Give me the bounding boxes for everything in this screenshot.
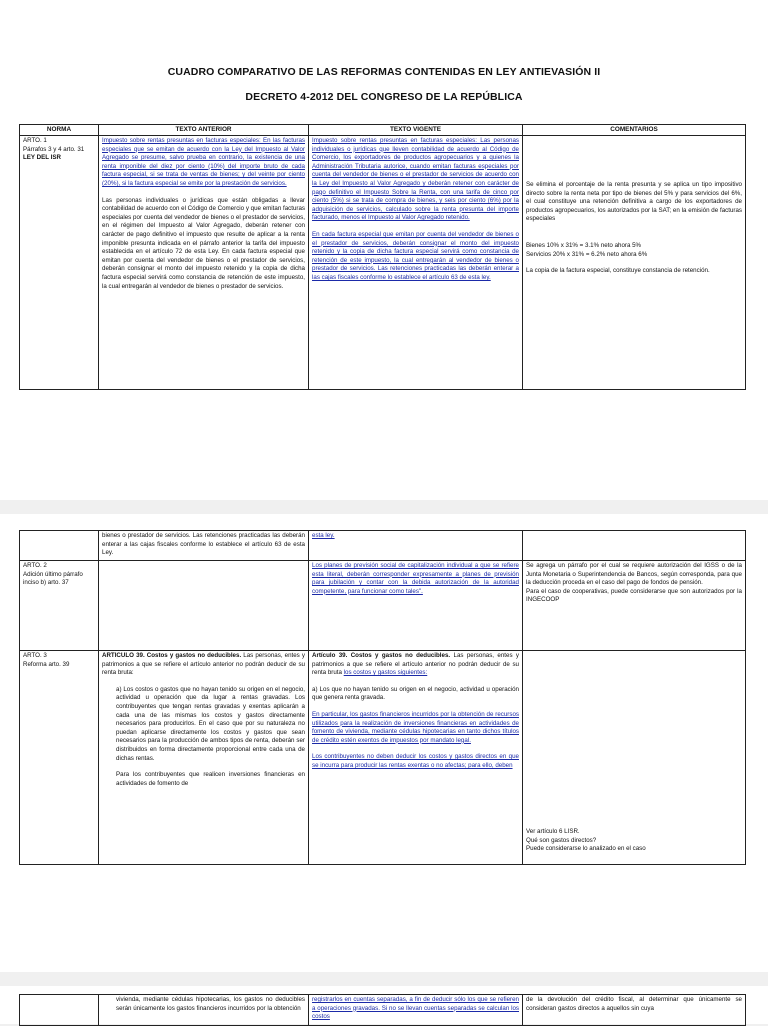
table-row xyxy=(20,651,746,865)
vigente-paragraph: Los contribuyentes no deben deducir los costos y gastos directos en que se incurra para producir las rentas exentas o no afectas; para ello, deben xyxy=(312,753,519,769)
document-page-1 xyxy=(0,0,768,500)
table-row xyxy=(20,561,746,651)
texto-anterior-cell xyxy=(99,531,309,561)
header-texto-anterior: TEXTO ANTERIOR xyxy=(99,125,309,136)
comparison-table-page-1 xyxy=(19,124,746,390)
comentarios-cell xyxy=(523,136,746,390)
comment-line: Qué son gastos directos? xyxy=(526,836,597,844)
vigente-article-title: Artículo 39. Costos y gastos no deducibles. xyxy=(312,652,451,659)
anterior-continuation: bienes o prestador de servicios. Las retenciones practicadas las deberán enterar a las cajas fiscales conforme lo establece el artículo 63 de esta Ley. xyxy=(102,532,305,557)
norma-cell xyxy=(20,531,99,561)
norma-law: LEY DEL ISR xyxy=(23,154,61,162)
document-page-2 xyxy=(0,514,768,972)
vigente-intro: Las personas, entes y patrimonios a que se refiere el artículo anterior no podrán deducir de su renta bruta xyxy=(312,652,519,677)
norma-article: ARTO. 1 xyxy=(23,137,47,144)
vigente-continuation: registrarlos en cuentas separadas, a fin de deducir sólo los que se refieren a operaciones gravadas. Si no se llevan cuentas separadas se calculan los costos xyxy=(312,996,519,1021)
comparison-table-page-2 xyxy=(19,530,746,865)
norma-cell xyxy=(20,561,99,651)
vigente-paragraph: En particular, los gastos financieros incurridos por la obtención de recursos utilizados para la realización de inversiones financieras en actividades de fomento de vivienda, mediante cédulas hipotecarias en tanto dichos títulos de crédito estén exentos de impuestos por mandato legal. xyxy=(312,710,519,744)
vigente-paragraph: En cada factura especial que emitan por cuenta del vendedor de bienes o el prestador de servicios, deberán consignar el monto del impuesto retenido y la copia de dicha factura especial servirá como constancia de retención de este impuesto, la cual entregarán al vendedor de bienes o prestador de servicios. Las retenciones practicadas las deberán enterar a las cajas fiscales conforme lo establece el artículo 63 de esta ley. xyxy=(312,230,519,281)
header-texto-vigente: TEXTO VIGENTE xyxy=(309,125,523,136)
header-norma: NORMA xyxy=(20,125,99,136)
texto-vigente-cell xyxy=(309,136,523,390)
vigente-paragraph: Impuesto sobre rentas presuntas en facturas especiales: Las personas individuales o jurídicas que lleven contabilidad de acuerdo al Código de Comercio, los exportadores de productos agropecuarios y a quienes la Administración Tributaria autorice, cuando emitan facturas especiales por cuenta del vendedor de bienes o el prestador de servicios de acuerdo con la Ley del Impuesto al Valor Agregado y deberán retener con carácter de pago definitivo el Impuesto Sobre la Renta, con una tarifa de cinco por ciento (5%) si se trata de compra de bienes, y seis por ciento (6%) por la adquisición de servicios, calculado sobre la renta presunta del importe facturado, menos el Impuesto al Valor Agregado retenido. xyxy=(312,137,519,222)
texto-vigente-cell xyxy=(309,995,523,1026)
document-page-3 xyxy=(0,986,768,1024)
texto-vigente-cell xyxy=(309,651,523,865)
texto-anterior-cell xyxy=(99,651,309,865)
norma-paragraphs: Párrafos 3 y 4 arto. 31 xyxy=(23,145,85,153)
anterior-continuation: vivienda, mediante cédulas hipotecarias, los gastos no deducibles serán únicamente los gastos financieros incurridos por la obtención xyxy=(116,996,305,1012)
anterior-intro: Las personas, entes y patrimonios a que se refiere el artículo anterior no podrán deducir de su renta bruta: xyxy=(102,652,305,677)
comment-line: Puede considerarse lo analizado en el caso xyxy=(526,845,646,853)
norma-cell xyxy=(20,651,99,865)
comentarios-cell xyxy=(523,561,746,651)
comment-paragraph: La copia de la factura especial, constituye constancia de retención. xyxy=(526,267,710,275)
norma-detail: Adición último párrafo xyxy=(23,570,83,578)
table-row xyxy=(20,136,746,390)
table-header-row xyxy=(20,125,746,136)
texto-vigente-cell xyxy=(309,561,523,651)
document-subtitle: DECRETO 4-2012 DEL CONGRESO DE LA REPÚBLICA xyxy=(245,91,523,103)
table-row xyxy=(20,995,746,1026)
texto-anterior-cell xyxy=(99,136,309,390)
norma-article: ARTO. 3 xyxy=(23,652,47,659)
comentarios-cell xyxy=(523,651,746,865)
texto-vigente-cell xyxy=(309,531,523,561)
comentarios-cell xyxy=(523,995,746,1026)
vigente-intro-highlight: los costos y gastos siguientes: xyxy=(343,669,428,677)
anterior-paragraph: Las personas individuales o jurídicas que están obligadas a llevar contabilidad de acuerdo con el Código de Comercio y que emitan facturas especiales por cuenta del vendedor de bienes o el prestador de servicios, en el régimen del Impuesto al Valor Agregado, deberán retener con carácter de pago definitivo el impuesto que resulte de aplicar a la renta imponible presunta indicada en el párrafo anterior la tarifa del impuesto establecida en el artículo 72 de esta Ley. En cada factura especial que emitan por cuenta del vendedor de bienes o el prestador de servicios, deberán consignar el monto del impuesto retenido y la copia de dicha factura especial servirá como constancia de retención de este impuesto, la cual entregarán al vendedor de bienes o prestador de servicios. xyxy=(102,196,305,290)
anterior-article-title: ARTICULO 39. Costos y gastos no deducibles. xyxy=(102,652,242,659)
comment-paragraph: Se elimina el porcentaje de la renta presunta y se aplica un tipo impositivo directo sobre la renta neta por tipo de bienes del 5% y para servicios del 6%, el cual constituye una retención definitiva a cargo de los exportadores de productos agropecuarios, los autorizados por la SAT; en la emisión de facturas especiales xyxy=(526,181,742,223)
comment-bienes: Bienes 10% x 31% = 3.1% neto ahora 5% xyxy=(526,241,642,249)
vigente-continuation: esta ley. xyxy=(312,532,335,539)
norma-article: ARTO. 2 xyxy=(23,562,47,569)
comment-paragraph: Se agrega un párrafo por el cual se requiere autorización del IGSS o de la Junta Monetaria o Superintendencia de Bancos, según corresponda, para que la deducción proceda en el caso del pago de fondos de pensión. xyxy=(526,562,742,587)
comentarios-cell xyxy=(523,531,746,561)
anterior-clause-a: a) Los costos o gastos que no hayan tenido su origen en el negocio, actividad u operación que da lugar a rentas gravadas. Los contribuyentes que tengan rentas gravadas y exentas aplicarán a cada una de las mismas los costos y gastos directamente necesarios para producirlos. En el caso que por su naturaleza no puedan aplicarse directamente los costos y gastos que sean necesarios para la producción de ambos tipos de renta, deberán ser distribuidos en forma directamente proporcional entre cada una de dichas rentas. xyxy=(116,685,305,762)
norma-cell xyxy=(20,136,99,390)
table-row xyxy=(20,531,746,561)
anterior-clause-b: Para los contribuyentes que realicen inversiones financieras en actividades de fomento de xyxy=(116,771,305,787)
vigente-clause-a: a) Los que no hayan tenido su origen en el negocio, actividad u operación que genera renta gravada. xyxy=(312,685,519,702)
comparison-table-page-3 xyxy=(19,994,746,1026)
comment-paragraph: Para el caso de cooperativas, puede considerarse que son autorizados por la INGECOOP xyxy=(526,587,742,604)
comment-continuation: de la devolución del crédito fiscal, al determinar que únicamente se consideran gastos directos a aquellos sin cuya xyxy=(526,996,742,1012)
comment-servicios: Servicios 20% x 31% = 6.2% neto ahora 6% xyxy=(526,250,648,258)
document-title: CUADRO COMPARATIVO DE LAS REFORMAS CONTENIDAS EN LEY ANTIEVASIÓN II xyxy=(167,66,601,78)
vigente-paragraph: Los planes de previsión social de capitalización individual a que se refiere esta literal, deberán corresponder expresamente a planes de previsión para jubilación y contar con la debida autorización de la autoridad competente, para funcionar como tales". xyxy=(312,562,519,595)
norma-cell xyxy=(20,995,99,1026)
norma-detail: Reforma arto. 39 xyxy=(23,660,70,668)
header-comentarios: COMENTARIOS xyxy=(523,125,746,136)
norma-detail: inciso b) arto. 37 xyxy=(23,579,69,587)
texto-anterior-cell xyxy=(99,995,309,1026)
anterior-paragraph: Impuesto sobre rentas presuntas en facturas especiales: En las facturas especiales que se emitan de acuerdo con la Ley del Impuesto al Valor Agregado se presume, salvo prueba en contrario, la existencia de una renta imponible del diez por ciento (10%) del importe bruto de cada factura especial, si se trata de ventas de bienes; y del veinte por ciento (20%), si la factura especial se emite por la prestación de servicios. xyxy=(102,137,305,187)
texto-anterior-cell xyxy=(99,561,309,651)
comment-line: Ver artículo 6 LISR. xyxy=(526,828,580,835)
